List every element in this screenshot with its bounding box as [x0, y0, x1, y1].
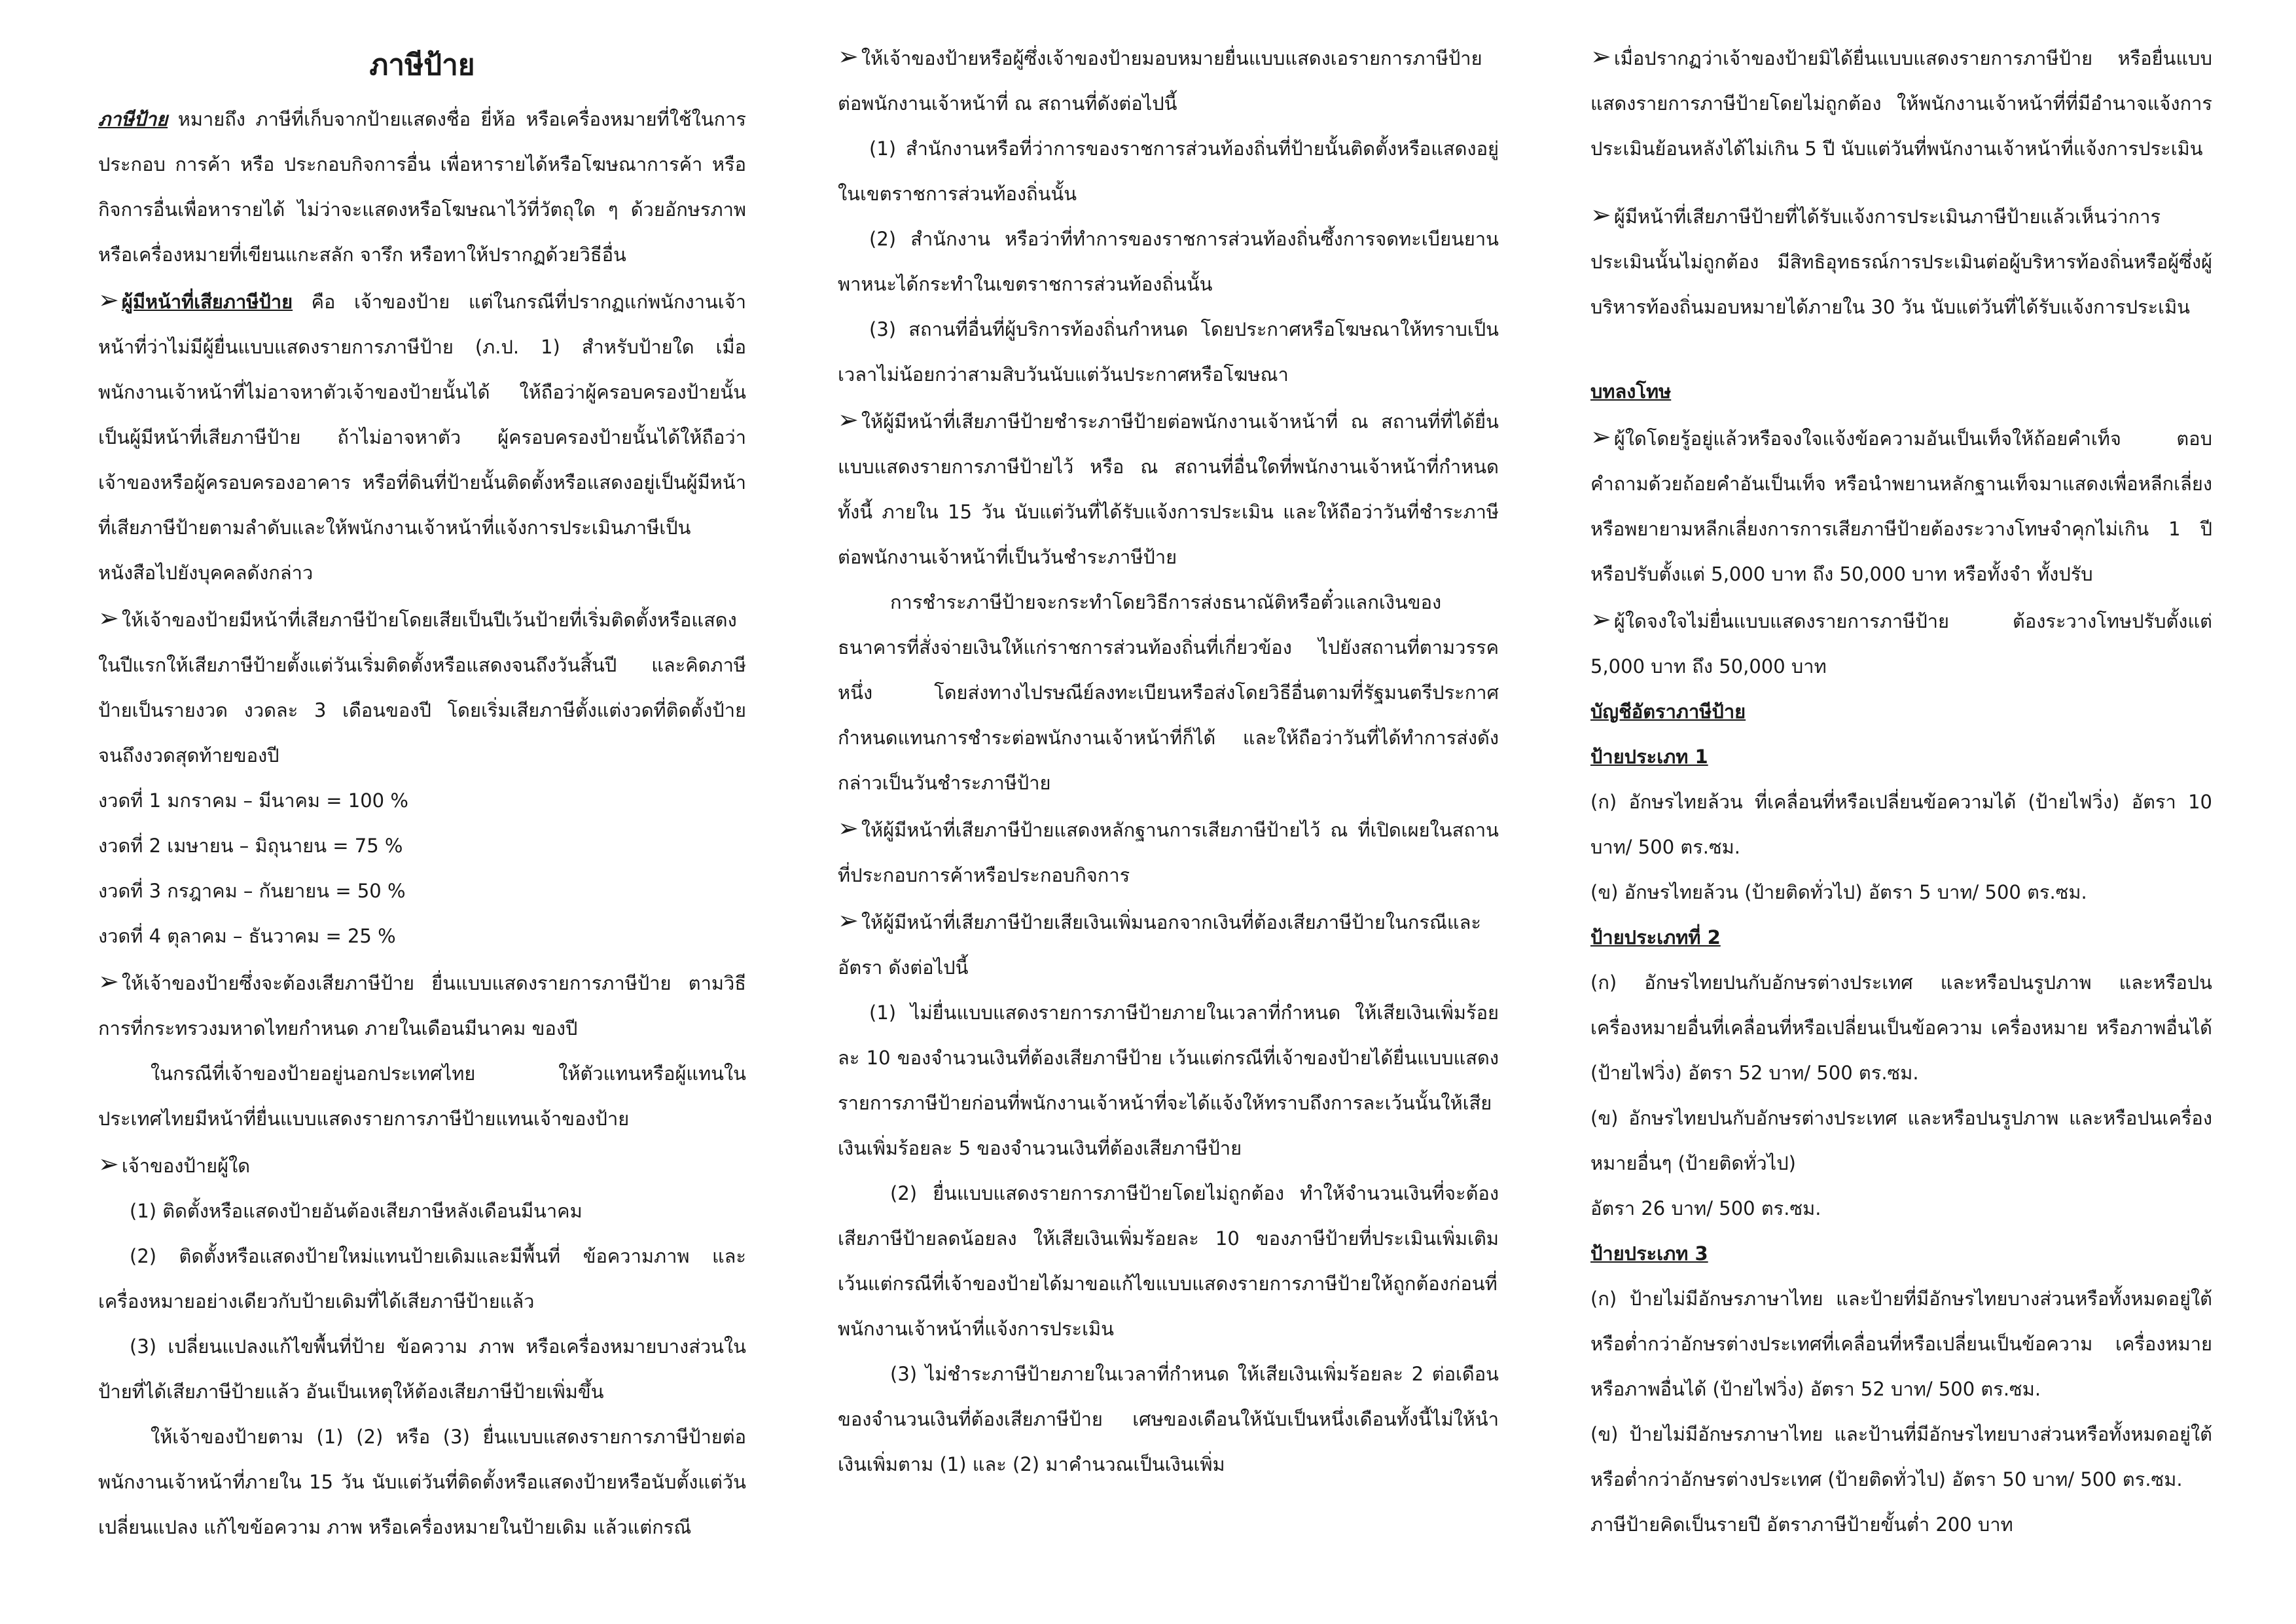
penalty-text-1: ผู้ใดโดยรู้อยู่แล้วหรือจงใจแจ้งข้อความอันเป็นเท็จให้ถ้อยคำเท็จ ตอบคำถามด้วยถ้อยคำอันเป็นเท็จ หรือนำพยานหลักฐานเท็จมาแสดงเพื่อหลีกเลี่ยงหรือพยายามหลีกเลี่ยงการการเสียภาษีป้ายต้องระวางโทษจำคุกไม่เกิน 1 ปี หรือปรับตั้งแต่ 5,000 บาท ถึง 50,000 บาท หรือทั้งจำ ทั้งปรับ — [1590, 427, 2212, 585]
period-line-1: งวดที่ 1 มกราคม – มีนาคม = 100 % — [98, 789, 408, 812]
penalty-text-2: ผู้ใดจงใจไม่ยื่นแบบแสดงรายการภาษีป้าย ต้องระวางโทษปรับตั้งแต่ 5,000 บาท ถึง 50,000 บาท — [1590, 610, 2212, 677]
pay-method-paragraph: การชำระภาษีป้ายจะกระทำโดยวิธีการส่งธนาณัติหรือตั๋วแลกเงินของธนาคารที่สั่งจ่ายเงินให้แก่ราชการส่วนท้องถิ่นที่เกี่ยวข้อง ไปยังสถานที่ตามวรรคหนึ่ง โดยส่งทางไปรษณีย์ลงทะเบียนหรือส่งโดยวิธีอื่นตามที่รัฐมนตรีประกาศกำหนดแทนการชำระต่อพนักงานเจ้าหน้าที่ก็ได้ และให้ถือว่าวันที่ได้ทำการส่งดังกล่าวเป็นวันชำระภาษีป้าย — [838, 591, 1499, 794]
spacer — [1590, 171, 2212, 192]
file-text: ให้เจ้าของป้ายซึ่งจะต้องเสียภาษีป้าย ยื่นแบบแสดงรายการภาษีป้าย ตามวิธีการที่กระทรวงมหาดไทยกำหนด ภายในเดือนมีนาคม ของปี — [98, 972, 746, 1039]
surcharge-item-2: (2) ยื่นแบบแสดงรายการภาษีป้ายโดยไม่ถูกต้อง ทำให้จำนวนเงินที่จะต้องเสียภาษีป้ายลดน้อยลง ให้เสียเงินเพิ่มร้อยละ 10 ของภาษีป้ายที่ประเมินเพิ่มเติม เว้นแต่กรณีที่เจ้าของป้ายได้มาขอแก้ไขแบบแสดงรายการภาษีป้ายให้ถูกต้องก่อนที่พนักงานเจ้าหน้าที่แจ้งการประเมิน — [838, 1182, 1499, 1340]
type2-item-b: (ข) อักษรไทยปนกับอักษรต่างประเทศ และหรือปนรูปภาพ และหรือปนเครื่องหมายอื่นๆ (ป้ายติดทั่วไป) — [1590, 1107, 2212, 1174]
spacer — [1590, 330, 2212, 369]
type1-heading: ป้ายประเภท 1 — [1590, 746, 1708, 768]
owner-tail-paragraph: ให้เจ้าของป้ายตาม (1) (2) หรือ (3) ยื่นแบบแสดงรายการภาษีป้ายต่อพนักงานเจ้าหน้าที่ภายใน 15 วัน นับแต่วันที่ติดตั้งหรือแสดงป้ายหรือนับตั้งแต่วันเปลี่ยนแปลง แก้ไขข้อความ ภาพ หรือเครื่องหมายในป้ายเดิม แล้วแต่กรณี — [98, 1426, 746, 1538]
column-2 — [838, 34, 1499, 1592]
retro-paragraph — [1590, 34, 2212, 171]
arrow-bullet-icon: ➢ — [838, 42, 859, 71]
arrow-bullet-icon: ➢ — [838, 814, 859, 842]
arrow-bullet-icon: ➢ — [98, 967, 119, 996]
taxpayer-text: คือ เจ้าของป้าย แต่ในกรณีที่ปรากฏแก่พนักงานเจ้าหน้าที่ว่าไม่มีผู้ยื่นแบบแสดงรายการภาษีป้าย (ภ.ป. 1) สำหรับป้ายใด เมื่อพนักงานเจ้าหน้าที่ไม่อาจหาตัวเจ้าของป้ายนั้นได้ ให้ถือว่าผู้ครอบครองป้ายนั้นเป็นผู้มีหน้าที่เสียภาษีป้าย ถ้าไม่อาจหาตัว ผู้ครอบครองป้ายนั้นได้ให้ถือว่าเจ้าของหรือผู้ครอบครองอาคาร หรือที่ดินที่ป้ายนั้นติดตั้งหรือแสดงอยู่เป็นผู้มีหน้าที่เสียภาษีป้ายตามลำดับและให้พนักงานเจ้าหน้าที่แจ้งการประเมินภาษีเป็นหนังสือไปยังบุคคลดังกล่าว — [98, 291, 746, 584]
type3-item-a: (ก) ป้ายไม่มีอักษรภาษาไทย และป้ายที่มีอักษรไทยบางส่วนหรือทั้งหมดอยู่ใต้หรือต่ำกว่าอักษรต่างประเทศที่เคลื่อนที่หรือเปลี่ยนเป็นข้อความ เครื่องหมาย หรือภาพอื่นได้ (ป้ายไฟวิ่ง) อัตรา 52 บาท/ 500 ตร.ซม. — [1590, 1288, 2212, 1400]
display-text: ให้ผู้มีหน้าที่เสียภาษีป้ายแสดงหลักฐานการเสียภาษีป้ายไว้ ณ ที่เปิดเผยในสถานที่ประกอบการค้าหรือประกอบกิจการ — [838, 819, 1499, 886]
min-tax-line: ภาษีป้ายคิดเป็นรายปี อัตราภาษีป้ายขั้นต่ำ 200 บาท — [1590, 1513, 2013, 1536]
arrow-bullet-icon: ➢ — [1590, 42, 1611, 71]
column-3 — [1590, 34, 2212, 1592]
taxpayer-term: ผู้มีหน้าที่เสียภาษีป้าย — [121, 291, 293, 313]
place-item-1: (1) สำนักงานหรือที่ว่าการของราชการส่วนท้องถิ่นที่ป้ายนั้นติดตั้งหรือแสดงอยู่ในเขตราชการส่วนท้องถิ่นนั้น — [838, 137, 1499, 205]
definition-term: ภาษีป้าย — [98, 108, 168, 130]
type1-item-a: (ก) อักษรไทยล้วน ที่เคลื่อนที่หรือเปลี่ยนข้อความได้ (ป้ายไฟวิ่ง) อัตรา 10 บาท/ 500 ตร.ซม. — [1590, 791, 2212, 858]
retro-text: เมื่อปรากฏว่าเจ้าของป้ายมิได้ยื่นแบบแสดงรายการภาษีป้าย หรือยื่นแบบแสดงรายการภาษีป้ายโดยไม่ถูกต้อง ให้พนักงานเจ้าหน้าที่ที่มีอำนาจแจ้งการประเมินย้อนหลังได้ไม่เกิน 5 ปี นับแต่วันที่พนักงานเจ้าหน้าที่แจ้งการประเมิน — [1590, 47, 2212, 160]
penalty-heading: บทลงโทษ — [1590, 380, 1672, 403]
document-title: ภาษีป้าย — [369, 48, 475, 82]
owner-heading-text: เจ้าของป้ายผู้ใด — [121, 1155, 251, 1177]
new-sign-text: ให้เจ้าของป้ายมีหน้าที่เสียภาษีป้ายโดยเสียเป็นปีเว้นป้ายที่เริ่มติดตั้งหรือแสดงในปีแรกให้เสียภาษีป้ายตั้งแต่วันเริ่มติดตั้งหรือแสดงจนถึงวันสิ้นปี และคิดภาษีป้ายเป็นรายงวด งวดละ 3 เดือนของปี โดยเริ่มเสียภาษีตั้งแต่งวดที่ติดตั้งป้ายจนถึงงวดสุดท้ายของปี — [98, 609, 746, 767]
file-paragraph — [98, 959, 746, 1051]
arrow-bullet-icon: ➢ — [1590, 200, 1611, 229]
arrow-bullet-icon: ➢ — [1590, 422, 1611, 451]
arrow-bullet-icon: ➢ — [98, 285, 119, 314]
submit-text: ให้เจ้าของป้ายหรือผู้ซึ่งเจ้าของป้ายมอบหมายยื่นแบบแสดงเอรายการภาษีป้ายต่อพนักงานเจ้าหน้าที่ ณ สถานที่ดังต่อไปนี้ — [838, 47, 1482, 115]
place-item-2: (2) สำนักงาน หรือว่าที่ทำการของราชการส่วนท้องถิ่นซึ้งการจดทะเบียนยานพาหนะได้กระทำในเขตราชการส่วนท้องถิ่นนั้น — [838, 228, 1499, 295]
arrow-bullet-icon: ➢ — [98, 604, 119, 632]
type2-item-b-rate: อัตรา 26 บาท/ 500 ตร.ซม. — [1590, 1197, 1821, 1219]
definition-paragraph — [98, 97, 746, 278]
pay-text: ให้ผู้มีหน้าที่เสียภาษีป้ายชำระภาษีป้ายต่อพนักงานเจ้าหน้าที่ ณ สถานที่ที่ได้ยื่นแบบแสดงรายการภาษีป้ายไว้ หรือ ณ สถานที่อื่นใดที่พนักงานเจ้าหน้าที่กำหนดทั้งนี้ ภายใน 15 วัน นับแต่วันที่ได้รับแจ้งการประเมิน และให้ถือว่าวันที่ชำระภาษีต่อพนักงานเจ้าหน้าที่เป็นวันชำระภาษีป้าย — [838, 410, 1499, 568]
appeal-paragraph — [1590, 192, 2212, 330]
column-1 — [98, 34, 746, 1592]
owner-item-2: (2) ติดตั้งหรือแสดงป้ายใหม่แทนป้ายเดิมและมีพื้นที่ ข้อความภาพ และเครื่องหมายอย่างเดียวกับป้ายเดิมที่ได้เสียภาษีป้ายแล้ว — [98, 1245, 746, 1312]
abroad-paragraph: ในกรณีที่เจ้าของป้ายอยู่นอกประเทศไทย ให้ตัวแทนหรือผู้แทนในประเทศไทยมีหน้าที่ยื่นแบบแสดงรายการภาษีป้ายแทนเจ้าของป้าย — [98, 1062, 746, 1130]
type2-item-a: (ก) อักษรไทยปนกับอักษรต่างประเทศ และหรือปนรูปภาพ และหรือปนเครื่องหมายอื่นที่เคลื่อนที่หรือเปลี่ยนเป็นข้อความ เครื่องหมาย หรือภาพอื่นได้ (ป้ายไฟวิ่ง) อัตรา 52 บาท/ 500 ตร.ซม. — [1590, 971, 2212, 1084]
surcharge-paragraph — [838, 898, 1499, 990]
period-line-4: งวดที่ 4 ตุลาคม – ธันวาคม = 25 % — [98, 925, 396, 947]
arrow-bullet-icon: ➢ — [838, 405, 859, 434]
owner-heading — [98, 1142, 746, 1189]
pay-paragraph — [838, 397, 1499, 580]
penalty-item-2 — [1590, 597, 2212, 689]
rate-heading: บัญชีอัตราภาษีป้าย — [1590, 700, 1746, 723]
period-line-2: งวดที่ 2 เมษายน – มิถุนายน = 75 % — [98, 835, 403, 857]
type3-heading: ป้ายประเภท 3 — [1590, 1242, 1708, 1265]
submit-paragraph — [838, 34, 1499, 126]
surcharge-item-1: (1) ไม่ยื่นแบบแสดงรายการภาษีป้ายภายในเวลาที่กำหนด ให้เสียเงินเพิ่มร้อยละ 10 ของจำนวนเงินที่ต้องเสียภาษีป้าย เว้นแต่กรณีที่เจ้าของป้ายได้ยื่นแบบแสดงรายการภาษีป้ายก่อนที่พนักงานเจ้าหน้าที่จะได้แจ้งให้ทราบถึงการละเว้นนั้นให้เสียเงินเพิ่มร้อยละ 5 ของจำนวนเงินที่ต้องเสียภาษีป้าย — [838, 1001, 1499, 1159]
period-line-3: งวดที่ 3 กรฎาคม – กันยายน = 50 % — [98, 880, 406, 902]
surcharge-text: ให้ผู้มีหน้าที่เสียภาษีป้ายเสียเงินเพิ่มนอกจากเงินที่ต้องเสียภาษีป้ายในกรณีและอัตรา ดังต่อไปนี้ — [838, 911, 1481, 979]
appeal-text: ผู้มีหน้าที่เสียภาษีป้ายที่ได้รับแจ้งการประเมินภาษีป้ายแล้วเห็นว่าการประเมินนั้นไม่ถูกต้อง มีสิทธิอุทธรณ์การประเมินต่อผู้บริหารท้องถิ่นหรือผู้ซึ่งผู้บริหารท้องถิ่นมอบหมายได้ภายใน 30 วัน นับแต่วันที่ได้รับแจ้งการประเมิน — [1590, 206, 2212, 318]
type3-item-b: (ข) ป้ายไม่มีอักษรภาษาไทย และป้านที่มีอักษรไทยบางส่วนหรือทั้งหมดอยู่ใต้หรือต่ำกว่าอักษรต่างประเทศ (ป้ายติดทั่วไป) อัตรา 50 บาท/ 500 ตร.ซม. — [1590, 1423, 2212, 1490]
owner-item-3: (3) เปลี่ยนแปลงแก้ไขพื้นที่ป้าย ข้อความ ภาพ หรือเครื่องหมายบางส่วนในป้ายที่ได้เสียภาษีป้ายแล้ว อันเป็นเหตุให้ต้องเสียภาษีป้ายเพิ่มขึ้น — [98, 1335, 746, 1403]
place-item-3: (3) สถานที่อื่นที่ผู้บริการท้องถิ่นกำหนด โดยประกาศหรือโฆษณาให้ทราบเป็นเวลาไม่น้อยกว่าสามสิบวันนับแต่วันประกาศหรือโฆษณา — [838, 318, 1499, 386]
arrow-bullet-icon: ➢ — [1590, 605, 1611, 634]
display-paragraph — [838, 806, 1499, 898]
owner-item-1: (1) ติดตั้งหรือแสดงป้ายอันต้องเสียภาษีหลังเดือนมีนาคม — [130, 1200, 583, 1222]
type2-heading: ป้ายประเภทที่ 2 — [1590, 926, 1721, 948]
arrow-bullet-icon: ➢ — [838, 906, 859, 935]
new-sign-paragraph — [98, 596, 746, 778]
arrow-bullet-icon: ➢ — [98, 1149, 119, 1178]
penalty-item-1 — [1590, 414, 2212, 597]
type1-item-b: (ข) อักษรไทยล้วน (ป้ายติดทั่วไป) อัตรา 5 บาท/ 500 ตร.ซม. — [1590, 881, 2087, 903]
definition-text: หมายถึง ภาษีที่เก็บจากป้ายแสดงชื่อ ยี่ห้อ หรือเครื่องหมายที่ใช้ในการประกอบ การค้า หรือ ประกอบกิจการอื่น เพื่อหารายได้หรือโฆษณาการค้า หรือกิจการอื่นเพื่อหารายได้ ไม่ว่าจะแสดงหรือโฆษณาไว้ที่วัตถุใด ๆ ด้วยอักษรภาพหรือเครื่องหมายที่เขียนแกะสลัก จารึก หรือทาให้ปรากฏด้วยวิธีอื่น — [98, 108, 746, 266]
surcharge-item-3: (3) ไม่ชำระภาษีป้ายภายในเวลาที่กำหนด ให้เสียเงินเพิ่มร้อยละ 2 ต่อเดือนของจำนวนเงินที่ต้องเสียภาษีป้าย เศษของเดือนให้นับเป็นหนึ่งเดือนทั้งนี้ไม่ให้นำเงินเพิ่มตาม (1) และ (2) มาคำนวณเป็นเงินเพิ่ม — [838, 1363, 1499, 1475]
taxpayer-paragraph — [98, 278, 746, 596]
